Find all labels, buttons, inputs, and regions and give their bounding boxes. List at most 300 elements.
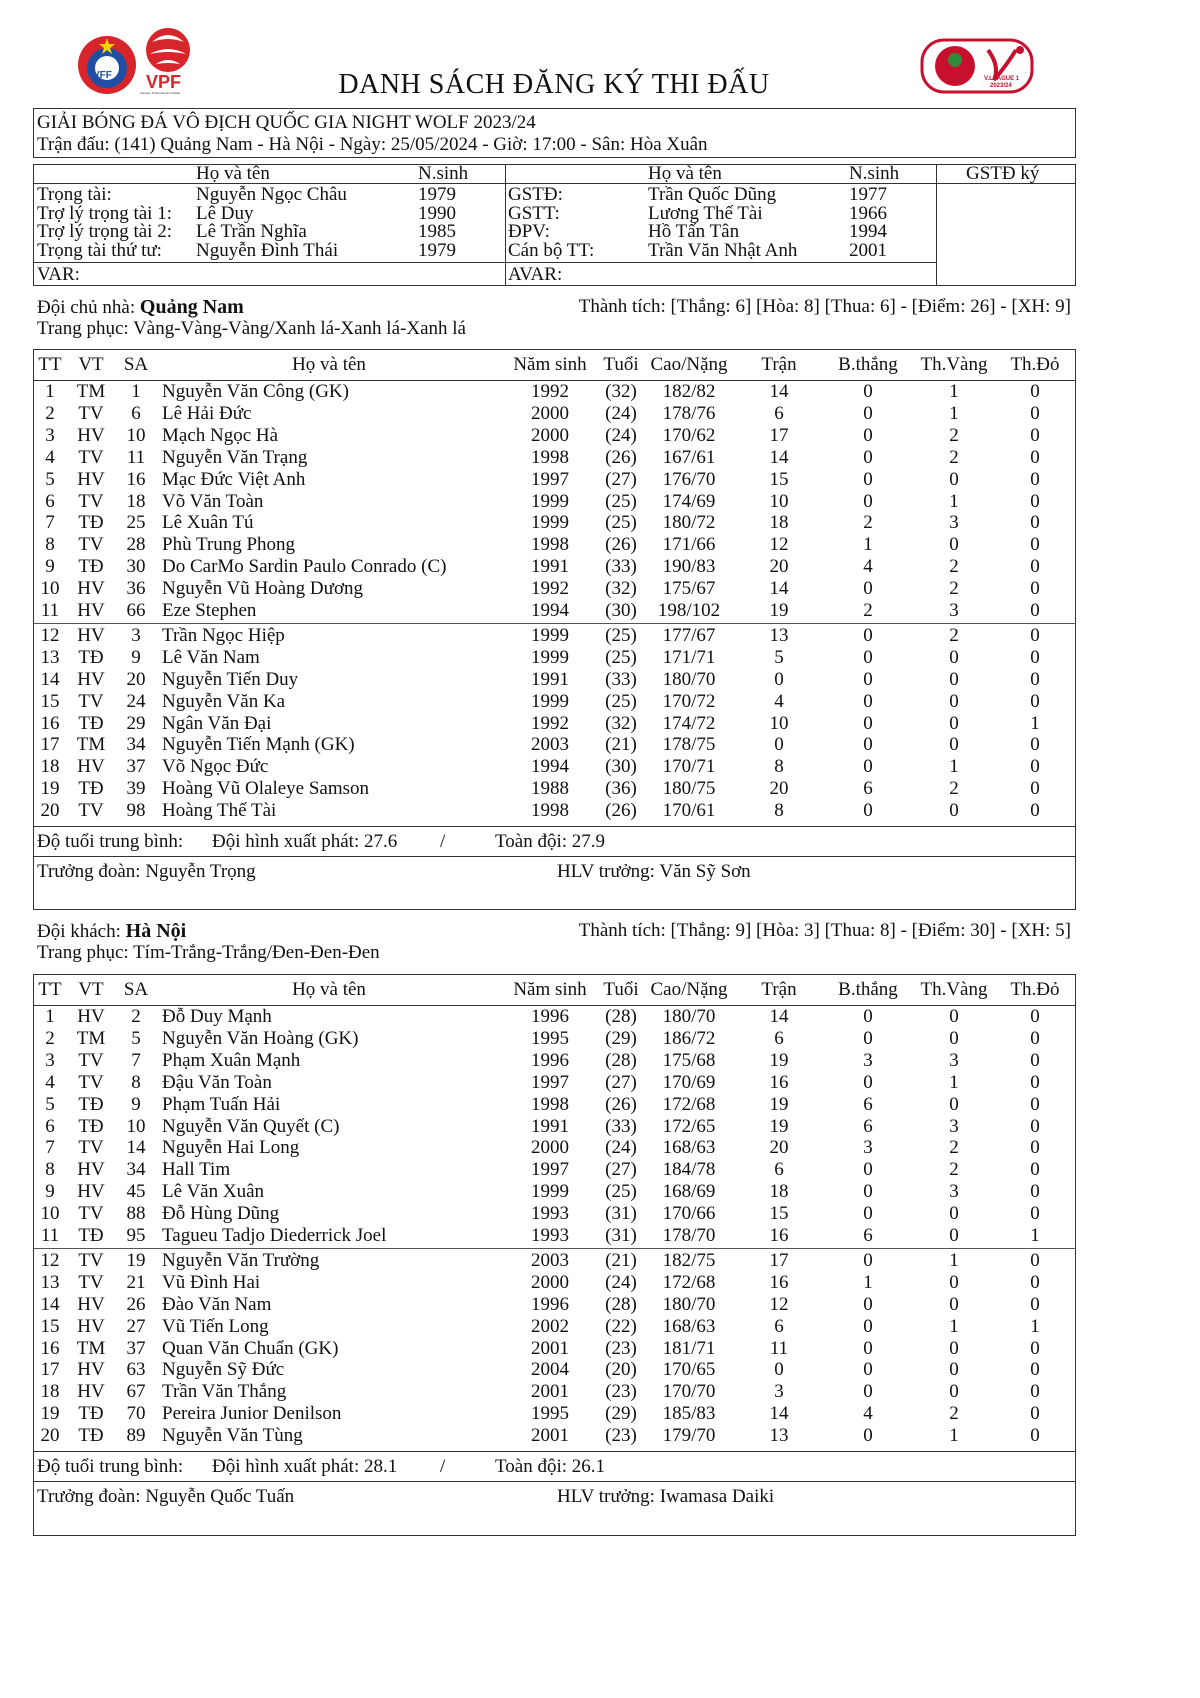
player-cell: (23) xyxy=(605,1337,637,1359)
player-cell: 2 xyxy=(949,778,959,800)
player-name: Lê Văn Xuân xyxy=(162,1181,265,1203)
player-name: Lê Hải Đức xyxy=(162,402,252,424)
player-cell: 170/66 xyxy=(662,1203,716,1225)
player-name: Nguyễn Sỹ Đức xyxy=(162,1359,285,1381)
player-cell: 1 xyxy=(1030,712,1040,734)
player-cell: 21 xyxy=(126,1271,146,1293)
player-cell: HV xyxy=(77,1159,105,1181)
player-name: Lê Xuân Tú xyxy=(162,512,254,534)
player-cell: 186/72 xyxy=(662,1027,716,1049)
player-cell: HV xyxy=(77,668,105,690)
player-cell: 0 xyxy=(863,712,873,734)
column-header: Th.Vàng xyxy=(920,979,988,1000)
player-cell: 18 xyxy=(769,512,789,534)
player-cell: 16 xyxy=(769,1071,789,1093)
player-cell: 1 xyxy=(131,381,141,402)
player-cell: 37 xyxy=(126,756,146,778)
player-cell: 178/70 xyxy=(662,1225,716,1246)
player-cell: 2 xyxy=(949,578,959,600)
player-cell: 9 xyxy=(45,1181,55,1203)
player-cell: 20 xyxy=(769,778,789,800)
player-cell: (25) xyxy=(605,490,637,512)
player-cell: 1999 xyxy=(531,490,569,512)
player-cell: TĐ xyxy=(78,712,104,734)
player-cell: TĐ xyxy=(78,512,104,534)
player-cell: 182/75 xyxy=(662,1249,716,1271)
player-name: Nguyễn Tiến Duy xyxy=(162,668,299,690)
player-cell: 2 xyxy=(45,402,55,424)
player-cell: (27) xyxy=(605,1071,637,1093)
player-name: Mạc Đức Việt Anh xyxy=(162,468,306,490)
player-cell: 6 xyxy=(45,490,55,512)
player-cell: 20 xyxy=(40,1425,60,1447)
player-cell: 17 xyxy=(40,1359,60,1381)
player-cell: 1 xyxy=(1030,1315,1040,1337)
player-cell: 7 xyxy=(45,512,55,534)
player-cell: 185/83 xyxy=(662,1403,716,1425)
player-cell: TV xyxy=(78,1249,104,1271)
player-cell: 1 xyxy=(949,1315,959,1337)
player-cell: 1995 xyxy=(531,1027,569,1049)
player-name: Đào Văn Nam xyxy=(162,1293,272,1315)
officials-sign-divider xyxy=(936,164,937,286)
column-header: B.thắng xyxy=(838,354,898,375)
player-cell: 181/71 xyxy=(662,1337,716,1359)
column-header: Th.Đỏ xyxy=(1010,354,1060,375)
player-cell: 20 xyxy=(769,1137,789,1159)
player-cell: 27 xyxy=(126,1315,146,1337)
player-name: Ngân Văn Đại xyxy=(162,712,272,734)
player-cell: 3 xyxy=(863,1049,873,1071)
player-cell: 2003 xyxy=(531,734,569,756)
column-header: Trận xyxy=(761,354,797,375)
player-cell: (25) xyxy=(605,1181,637,1203)
player-cell: TV xyxy=(78,800,104,822)
player-cell: 2 xyxy=(131,1006,141,1027)
player-name: Võ Ngọc Đức xyxy=(162,756,269,778)
player-cell: 2 xyxy=(949,624,959,646)
official-left-name: Lê Duy xyxy=(196,202,254,224)
player-cell: 170/65 xyxy=(662,1359,716,1381)
player-cell: 10 xyxy=(40,1203,60,1225)
player-cell: 1 xyxy=(949,756,959,778)
player-cell: (31) xyxy=(605,1203,637,1225)
home-avg-label: Độ tuổi trung bình: xyxy=(37,831,184,852)
column-header: Tuổi xyxy=(603,979,639,1000)
player-cell: 1994 xyxy=(531,600,569,621)
player-cell: TĐ xyxy=(78,1425,104,1447)
player-cell: 30 xyxy=(126,556,146,578)
player-cell: 16 xyxy=(40,1337,60,1359)
player-cell: 0 xyxy=(949,1359,959,1381)
player-cell: 66 xyxy=(126,600,146,621)
player-cell: 0 xyxy=(949,1093,959,1115)
player-name: Nguyễn Hai Long xyxy=(162,1137,300,1159)
player-cell: 0 xyxy=(949,734,959,756)
player-cell: 13 xyxy=(769,1425,789,1447)
player-cell: (30) xyxy=(605,756,637,778)
player-name: Đỗ Hùng Dũng xyxy=(162,1203,280,1225)
player-cell: 1 xyxy=(949,381,959,402)
player-cell: 6 xyxy=(774,1315,784,1337)
player-cell: HV xyxy=(77,1381,105,1403)
player-cell: 180/70 xyxy=(662,1006,716,1027)
player-cell: 3 xyxy=(131,624,141,646)
away-record: Thành tích: [Thắng: 9] [Hòa: 3] [Thua: 8] - [Điểm: 30] - [XH: 5] xyxy=(578,920,1071,941)
column-header: VT xyxy=(78,354,104,375)
player-cell: 19 xyxy=(769,600,789,621)
player-cell: 0 xyxy=(1030,1425,1040,1447)
player-cell: 172/68 xyxy=(662,1271,716,1293)
player-cell: TV xyxy=(78,690,104,712)
official-right-role: Cán bộ TT: xyxy=(508,239,595,261)
player-cell: TĐ xyxy=(78,646,104,668)
player-cell: 0 xyxy=(1030,1071,1040,1093)
player-cell: 3 xyxy=(949,512,959,534)
away-avg-slash: / xyxy=(440,1456,446,1477)
player-cell: 1996 xyxy=(531,1049,569,1071)
player-cell: 28 xyxy=(126,534,146,556)
away-kit: Trang phục: Tím-Trắng-Trắng/Đen-Đen-Đen xyxy=(37,942,380,963)
player-cell: 14 xyxy=(769,1403,789,1425)
player-cell: 17 xyxy=(40,734,60,756)
player-cell: 19 xyxy=(40,1403,60,1425)
player-name: Nguyễn Vũ Hoàng Dương xyxy=(162,578,364,600)
player-cell: 6 xyxy=(131,402,141,424)
player-cell: 18 xyxy=(40,1381,60,1403)
player-cell: 179/70 xyxy=(662,1425,716,1447)
player-cell: 0 xyxy=(863,800,873,822)
official-right-year: 1994 xyxy=(849,221,887,242)
player-cell: HV xyxy=(77,424,105,446)
player-cell: 198/102 xyxy=(657,600,721,621)
match-info: Trận đấu: (141) Quảng Nam - Hà Nội - Ngày: 25/05/2024 - Giờ: 17:00 - Sân: Hòa Xuân xyxy=(37,134,708,155)
player-cell: (20) xyxy=(605,1359,637,1381)
player-cell: HV xyxy=(77,624,105,646)
away-avg-line xyxy=(33,1451,1076,1452)
away-manager-line xyxy=(33,1481,1076,1482)
player-cell: 12 xyxy=(769,1293,789,1315)
player-name: Nguyễn Tiến Mạnh (GK) xyxy=(162,734,355,756)
player-cell: 174/72 xyxy=(662,712,716,734)
away-avg-start: Đội hình xuất phát: 28.1 xyxy=(212,1456,398,1477)
player-cell: 0 xyxy=(863,1181,873,1203)
column-header: Cao/Nặng xyxy=(650,354,728,375)
player-name: Hall Tim xyxy=(162,1159,231,1181)
player-cell: 18 xyxy=(126,490,146,512)
player-cell: 1988 xyxy=(531,778,569,800)
player-cell: 2003 xyxy=(531,1249,569,1271)
player-cell: 1 xyxy=(949,1425,959,1447)
player-cell: 175/68 xyxy=(662,1049,716,1071)
player-cell: TĐ xyxy=(78,1403,104,1425)
subs-separator xyxy=(33,623,1076,624)
player-cell: 0 xyxy=(1030,1115,1040,1137)
column-header: VT xyxy=(78,979,104,1000)
home-team-name: Quảng Nam xyxy=(139,296,244,318)
player-cell: 2 xyxy=(949,446,959,468)
player-cell: 8 xyxy=(45,534,55,556)
player-cell: TV xyxy=(78,1271,104,1293)
player-cell: 9 xyxy=(131,646,141,668)
player-cell: 12 xyxy=(769,534,789,556)
player-cell: (24) xyxy=(605,424,637,446)
player-cell: 13 xyxy=(40,1271,60,1293)
player-cell: 4 xyxy=(45,1071,55,1093)
player-cell: 0 xyxy=(863,756,873,778)
player-name: Phạm Xuân Mạnh xyxy=(162,1049,301,1071)
player-cell: 20 xyxy=(40,800,60,822)
player-cell: 182/82 xyxy=(662,381,716,402)
player-cell: TM xyxy=(76,1027,106,1049)
player-cell: 0 xyxy=(863,624,873,646)
player-cell: 1992 xyxy=(531,712,569,734)
column-header: Th.Vàng xyxy=(920,354,988,375)
player-cell: HV xyxy=(77,1293,105,1315)
player-cell: 2000 xyxy=(531,402,569,424)
player-cell: 0 xyxy=(863,1159,873,1181)
player-cell: 0 xyxy=(949,668,959,690)
official-left-role: Trọng tài thứ tư: xyxy=(37,239,162,261)
player-cell: 19 xyxy=(769,1049,789,1071)
player-cell: 0 xyxy=(1030,1181,1040,1203)
official-right-name: Lương Thế Tài xyxy=(648,202,763,224)
player-cell: TV xyxy=(78,490,104,512)
officials-mid-divider xyxy=(505,164,506,286)
player-cell: 0 xyxy=(863,424,873,446)
player-cell: 2 xyxy=(949,1403,959,1425)
player-name: Lê Văn Nam xyxy=(162,646,260,668)
player-cell: 1997 xyxy=(531,1071,569,1093)
official-left-year: 1985 xyxy=(418,221,456,242)
official-right-name: Hồ Tấn Tân xyxy=(648,221,740,242)
player-cell: 176/70 xyxy=(662,468,716,490)
player-cell: 1999 xyxy=(531,690,569,712)
player-cell: 10 xyxy=(769,490,789,512)
officials-header-sign: GSTĐ ký xyxy=(966,163,1040,184)
player-cell: 168/69 xyxy=(662,1181,716,1203)
player-cell: TV xyxy=(78,534,104,556)
subs-separator xyxy=(33,1248,1076,1249)
player-cell: 0 xyxy=(949,1337,959,1359)
player-cell: 0 xyxy=(863,1203,873,1225)
player-cell: 19 xyxy=(40,778,60,800)
player-cell: 168/63 xyxy=(662,1137,716,1159)
player-name: Hoàng Vũ Olaleye Samson xyxy=(162,778,370,800)
player-cell: TV xyxy=(78,1137,104,1159)
player-cell: 0 xyxy=(1030,468,1040,490)
player-name: Quan Văn Chuẩn (GK) xyxy=(162,1337,339,1359)
officials-header-name2: Họ và tên xyxy=(648,163,722,184)
officials-var-line xyxy=(33,262,936,263)
player-cell: 2000 xyxy=(531,1271,569,1293)
player-cell: 2 xyxy=(863,512,873,534)
player-cell: TM xyxy=(76,381,106,402)
player-cell: (29) xyxy=(605,1403,637,1425)
player-cell: 1997 xyxy=(531,468,569,490)
player-cell: 3 xyxy=(863,1137,873,1159)
player-cell: 7 xyxy=(131,1049,141,1071)
player-cell: 98 xyxy=(126,800,146,822)
player-name: Nguyễn Văn Tùng xyxy=(162,1425,303,1447)
var-label: VAR: xyxy=(37,264,80,285)
official-left-name: Nguyễn Ngọc Châu xyxy=(196,184,347,205)
player-cell: 1996 xyxy=(531,1293,569,1315)
player-cell: 0 xyxy=(1030,381,1040,402)
player-cell: 4 xyxy=(774,690,784,712)
player-cell: 0 xyxy=(1030,778,1040,800)
player-name: Nguyễn Văn Công (GK) xyxy=(162,381,349,402)
player-cell: 170/70 xyxy=(662,1381,716,1403)
player-cell: 1 xyxy=(949,490,959,512)
player-cell: 0 xyxy=(1030,512,1040,534)
player-cell: (25) xyxy=(605,690,637,712)
player-cell: 89 xyxy=(126,1425,146,1447)
player-cell: 180/72 xyxy=(662,512,716,534)
player-cell: 2001 xyxy=(531,1337,569,1359)
player-cell: 1995 xyxy=(531,1403,569,1425)
player-cell: 180/70 xyxy=(662,668,716,690)
player-cell: 2002 xyxy=(531,1315,569,1337)
player-cell: 0 xyxy=(949,646,959,668)
player-cell: (33) xyxy=(605,668,637,690)
player-cell: 0 xyxy=(1030,1006,1040,1027)
player-cell: 168/63 xyxy=(662,1315,716,1337)
player-cell: 1998 xyxy=(531,800,569,822)
player-cell: 0 xyxy=(1030,556,1040,578)
column-header: Th.Đỏ xyxy=(1010,979,1060,1000)
player-cell: 170/69 xyxy=(662,1071,716,1093)
player-cell: 0 xyxy=(863,668,873,690)
player-cell: (26) xyxy=(605,534,637,556)
player-cell: 5 xyxy=(45,468,55,490)
player-cell: 24 xyxy=(126,690,146,712)
player-cell: 15 xyxy=(769,1203,789,1225)
player-cell: 2 xyxy=(949,556,959,578)
home-coach: HLV trưởng: Văn Sỹ Sơn xyxy=(557,861,751,882)
player-cell: 9 xyxy=(131,1093,141,1115)
official-right-name: Trần Quốc Dũng xyxy=(648,184,777,205)
player-cell: HV xyxy=(77,1359,105,1381)
away-coach: HLV trưởng: Iwamasa Daiki xyxy=(557,1486,775,1507)
player-name: Phù Trung Phong xyxy=(162,534,296,556)
column-header: Tuổi xyxy=(603,354,639,375)
player-cell: 6 xyxy=(774,1159,784,1181)
player-cell: 0 xyxy=(863,1425,873,1447)
player-cell: 3 xyxy=(949,1049,959,1071)
player-name: Nguyễn Văn Ka xyxy=(162,690,286,712)
player-cell: 177/67 xyxy=(662,624,716,646)
player-cell: TV xyxy=(78,446,104,468)
player-cell: 0 xyxy=(1030,1249,1040,1271)
player-cell: (22) xyxy=(605,1315,637,1337)
player-cell: 5 xyxy=(131,1027,141,1049)
column-header: Trận xyxy=(761,979,797,1000)
player-cell: 0 xyxy=(863,1293,873,1315)
player-cell: 2004 xyxy=(531,1359,569,1381)
player-cell: HV xyxy=(77,578,105,600)
player-cell: HV xyxy=(77,1006,105,1027)
player-cell: 34 xyxy=(126,734,146,756)
player-cell: 0 xyxy=(1030,800,1040,822)
player-cell: 15 xyxy=(40,1315,60,1337)
player-cell: 12 xyxy=(40,1249,60,1271)
player-cell: 0 xyxy=(863,1249,873,1271)
player-cell: HV xyxy=(77,468,105,490)
player-name: Trần Văn Thắng xyxy=(162,1381,287,1403)
player-cell: (24) xyxy=(605,1137,637,1159)
player-cell: HV xyxy=(77,756,105,778)
player-cell: 0 xyxy=(774,1359,784,1381)
player-cell: (30) xyxy=(605,600,637,621)
player-cell: 15 xyxy=(769,468,789,490)
home-manager-line xyxy=(33,856,1076,857)
player-cell: 20 xyxy=(769,556,789,578)
player-cell: 0 xyxy=(1030,1359,1040,1381)
player-cell: 1 xyxy=(949,1249,959,1271)
player-cell: TĐ xyxy=(78,1093,104,1115)
player-cell: 70 xyxy=(126,1403,146,1425)
player-name: Nguyễn Văn Hoàng (GK) xyxy=(162,1027,359,1049)
player-cell: 2000 xyxy=(531,424,569,446)
player-name: Hoàng Thế Tài xyxy=(162,800,277,822)
player-cell: 7 xyxy=(45,1137,55,1159)
player-cell: 178/76 xyxy=(662,402,716,424)
player-cell: 0 xyxy=(1030,624,1040,646)
player-cell: 2 xyxy=(863,600,873,621)
player-cell: 14 xyxy=(40,1293,60,1315)
player-cell: 0 xyxy=(863,402,873,424)
player-cell: 4 xyxy=(863,1403,873,1425)
player-cell: (26) xyxy=(605,446,637,468)
player-cell: 14 xyxy=(769,1006,789,1027)
player-cell: TV xyxy=(78,1049,104,1071)
official-left-name: Nguyễn Đình Thái xyxy=(196,239,339,261)
player-cell: 6 xyxy=(774,1027,784,1049)
player-cell: 0 xyxy=(1030,1337,1040,1359)
player-cell: 2001 xyxy=(531,1425,569,1447)
player-cell: 0 xyxy=(949,534,959,556)
home-avg-start: Đội hình xuất phát: 27.6 xyxy=(212,831,398,852)
player-cell: 0 xyxy=(863,1381,873,1403)
player-cell: 0 xyxy=(863,468,873,490)
player-cell: 190/83 xyxy=(662,556,716,578)
player-cell: 0 xyxy=(1030,1027,1040,1049)
player-cell: 0 xyxy=(863,1359,873,1381)
player-cell: 170/71 xyxy=(662,756,716,778)
player-cell: 0 xyxy=(1030,1137,1040,1159)
player-cell: 172/68 xyxy=(662,1093,716,1115)
player-cell: 0 xyxy=(1030,446,1040,468)
home-label xyxy=(37,296,244,319)
player-cell: 1991 xyxy=(531,556,569,578)
player-cell: 0 xyxy=(1030,534,1040,556)
player-cell: (28) xyxy=(605,1006,637,1027)
away-label xyxy=(37,920,186,943)
home-kit: Trang phục: Vàng-Vàng-Vàng/Xanh lá-Xanh lá-Xanh lá xyxy=(37,318,466,339)
player-cell: (26) xyxy=(605,1093,637,1115)
player-cell: 0 xyxy=(1030,1403,1040,1425)
player-cell: 1994 xyxy=(531,756,569,778)
player-cell: HV xyxy=(77,1315,105,1337)
away-team-name: Hà Nội xyxy=(125,920,187,942)
player-cell: 4 xyxy=(863,556,873,578)
player-cell: 36 xyxy=(126,578,146,600)
column-header: Họ và tên xyxy=(292,979,366,1000)
player-cell: 8 xyxy=(131,1071,141,1093)
player-cell: 1999 xyxy=(531,1181,569,1203)
player-cell: 178/75 xyxy=(662,734,716,756)
